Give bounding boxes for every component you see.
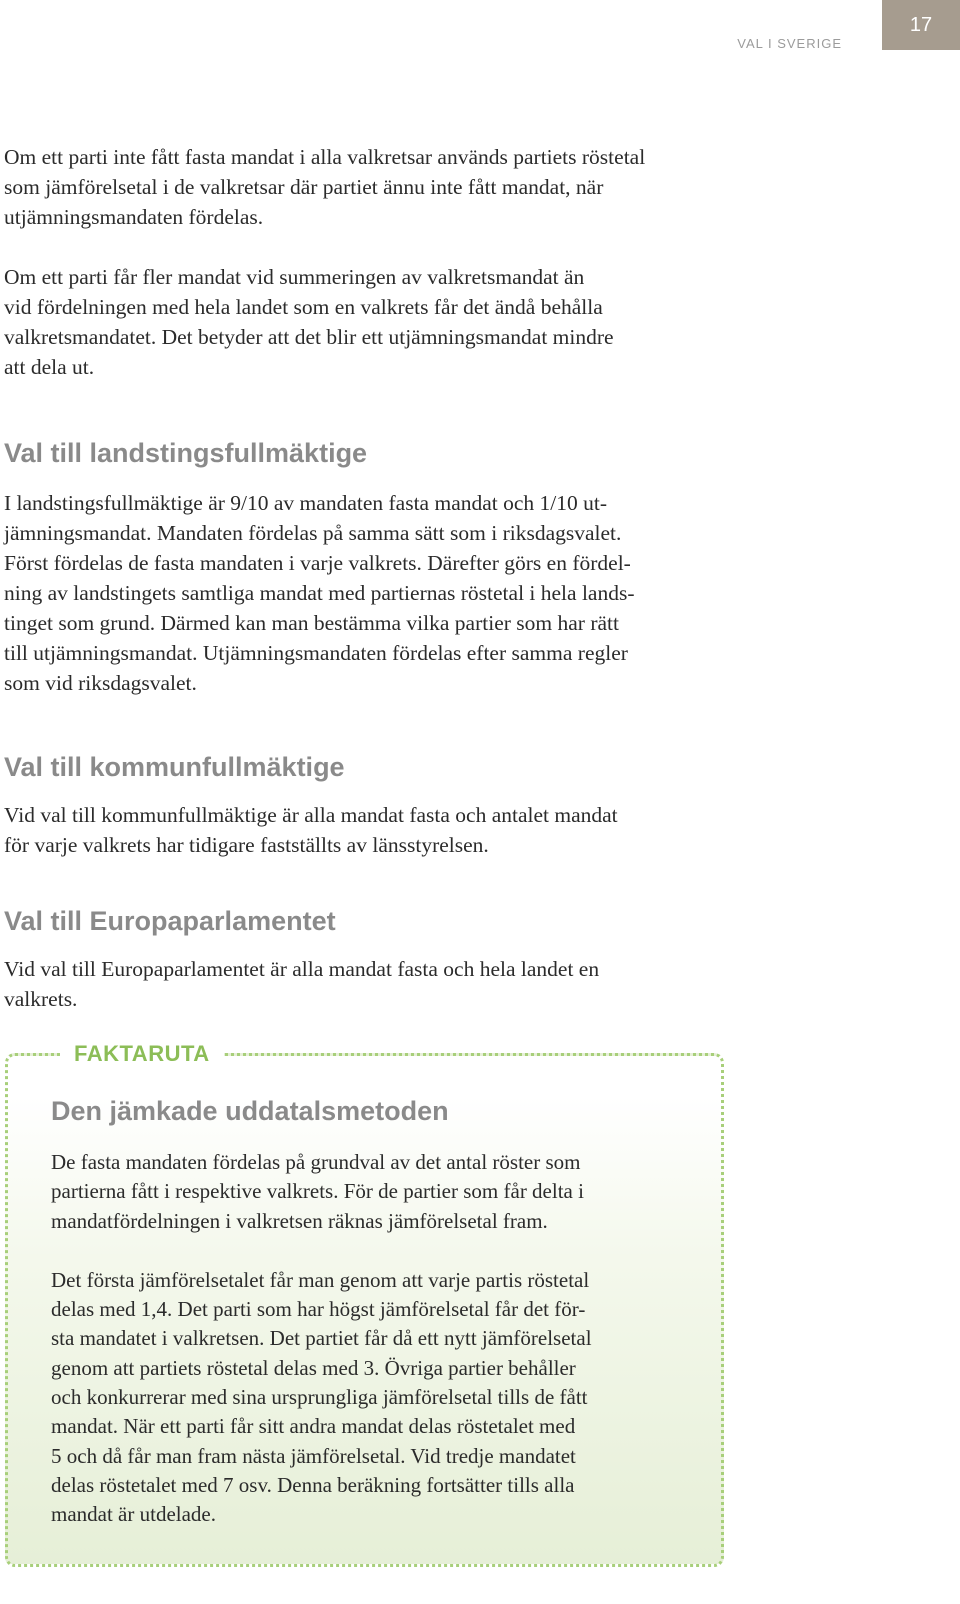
heading-europaparlamentet: Val till Europaparlamentet (4, 906, 336, 936)
faktaruta-heading: Den jämkade uddatalsmetoden (51, 1096, 449, 1126)
faktaruta-label: FAKTARUTA (60, 1038, 224, 1070)
faktaruta-content (51, 1094, 691, 1530)
europa-paragraph: Vid val till Europaparlamentet är alla mandat fasta och hela landet en valkrets. (4, 957, 600, 1011)
heading-landstingsfullmaktige: Val till landstingsfullmäktige (4, 438, 368, 468)
main-content (4, 142, 744, 1014)
faktaruta-paragraph-2: Det första jämförelsetalet får man genom att varje partis röstetal delas med 1,4. Det parti som har högst jämförelsetal får det för- sta mandatet i valkretsen. Det partiet får då ett nytt jämförelsetal genom att partiets röstetal delas med 3. Övriga partier behåller och konkurrerar med sina ursprungliga jämförelsetal tills de fått mandat. När ett parti får sitt andra mandat delas röstetalet med 5 och då får man fram nästa jämförelsetal. Vid tredje mandatet delas röstetalet med 7 osv. Denna beräkning fortsätter tills alla mandat är utdelade. (51, 1267, 592, 1527)
page-number: 17 (882, 0, 960, 50)
intro-paragraph-1: Om ett parti inte fått fasta mandat i alla valkretsar används partiets röstetal som jämförelsetal i de valkretsar där partiet ännu inte fått mandat, när utjämningsmandaten fördelas. (4, 145, 646, 229)
faktaruta-box (5, 1041, 724, 1567)
intro-paragraph-2: Om ett parti får fler mandat vid summeringen av valkretsmandat än vid fördelningen med hela landet som en valkrets får det ändå behålla valkretsmandatet. Det betyder att det blir ett utjämningsmandat mindre att dela ut. (4, 265, 614, 379)
kommun-paragraph: Vid val till kommunfullmäktige är alla mandat fasta och antalet mandat för varje valkrets har tidigare fastställts av länsstyrelsen. (4, 803, 618, 857)
running-head: VAL I SVERIGE (737, 36, 842, 51)
heading-kommunfullmaktige: Val till kommunfullmäktige (4, 752, 345, 782)
faktaruta-paragraph-1: De fasta mandaten fördelas på grundval av det antal röster som partierna fått i respektive valkrets. För de partier som får delta i mandatfördelningen i valkretsen räknas jämförelsetal fram. (51, 1150, 584, 1233)
landsting-paragraph: I landstingsfullmäktige är 9/10 av mandaten fasta mandat och 1/10 ut- jämningsmandat. Mandaten fördelas på samma sätt som i riksdagsvalet. Först fördelas de fasta mandaten i varje valkrets. Därefter görs en fördel- ning av landstingets samtliga mandat med partiernas röstetal i hela lands- tinget som grund. Därmed kan man bestämma vilka partier som har rätt till utjämningsmandat. Utjämningsmandaten fördelas efter samma regler som vid riksdagsvalet. (4, 491, 635, 695)
